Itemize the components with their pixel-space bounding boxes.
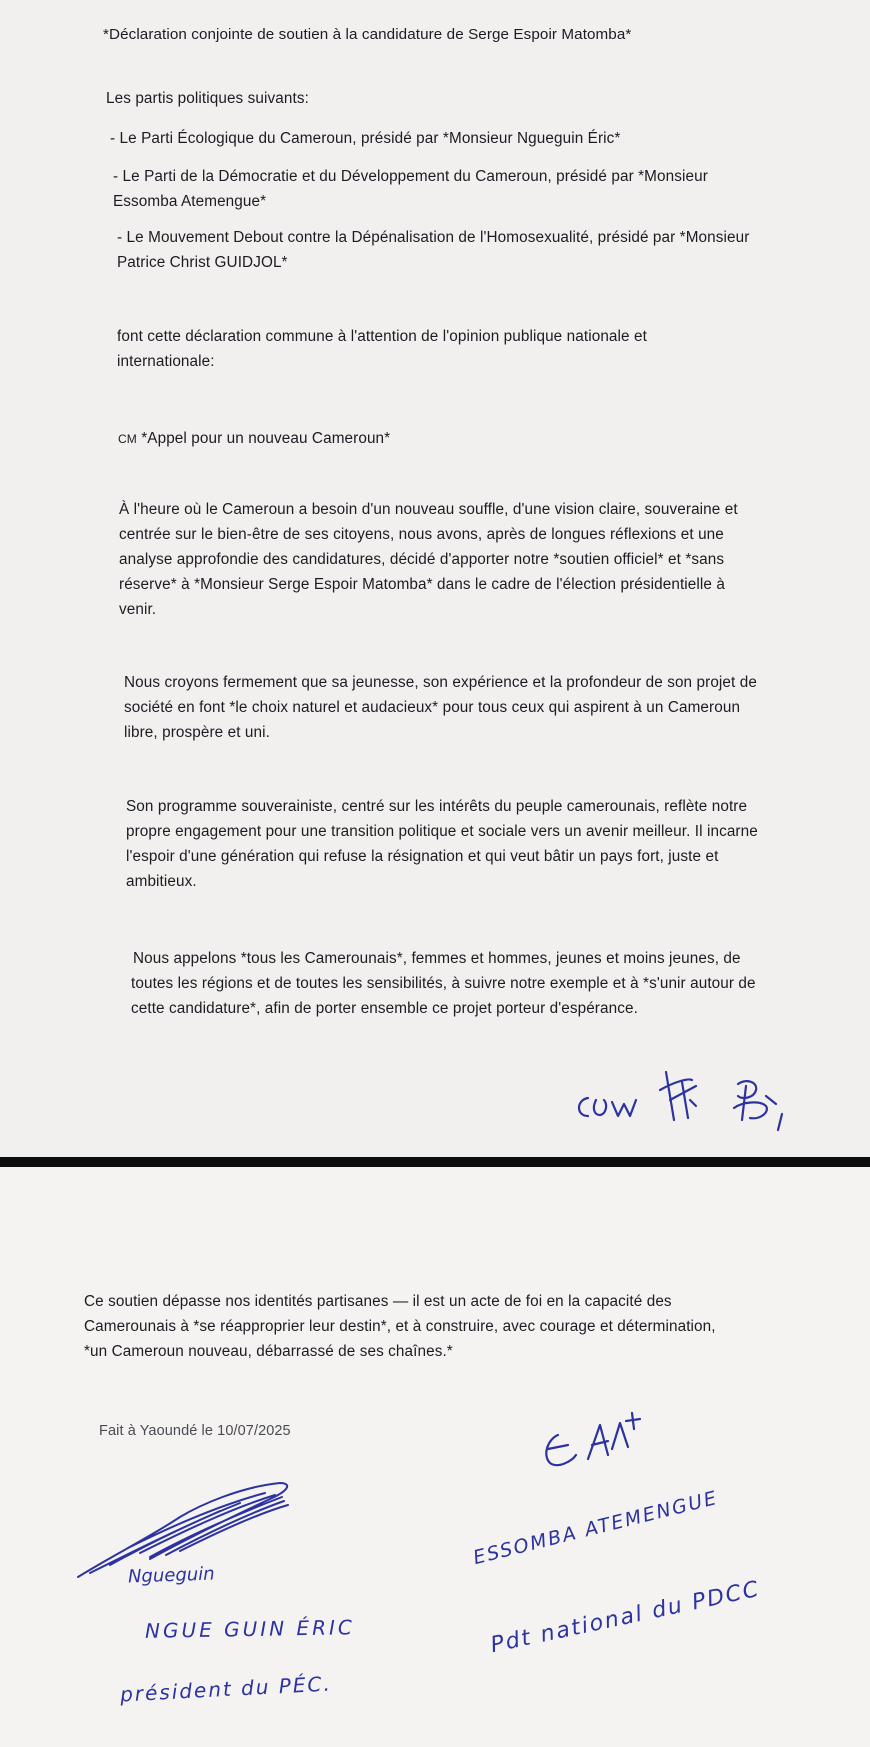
left-signature-line-2: président du PÉC. bbox=[119, 1671, 333, 1707]
paragraph-4-line: toutes les régions et de toutes les sensibilités, à suivre notre exemple et à *s'unir autour de bbox=[131, 975, 756, 992]
place-date: Fait à Yaoundé le 10/07/2025 bbox=[99, 1423, 291, 1439]
paragraph-2 bbox=[124, 670, 757, 745]
paragraph-4-line: cette candidature*, afin de porter ensemble ce projet porteur d'espérance. bbox=[131, 1000, 638, 1017]
party-2-line-2: Essomba Atemengue* bbox=[113, 193, 267, 210]
paragraph-2-line: société en font *le choix naturel et audacieux* pour tous ceux qui aspirent à un Cameroun bbox=[124, 699, 741, 716]
paragraph-4 bbox=[131, 946, 756, 1021]
declaration-line-1: font cette déclaration commune à l'attention de l'opinion publique nationale et bbox=[117, 328, 647, 345]
party-3-line-2: Patrice Christ GUIDJOL* bbox=[117, 254, 288, 271]
paragraph-1-line: centrée sur le bien-être de ses citoyens, nous avons, après de longues réflexions et une bbox=[119, 526, 724, 543]
paragraph-3-line: propre engagement pour une transition politique et sociale vers un avenir meilleur. Il incarne bbox=[126, 823, 758, 840]
document-title: *Déclaration conjointe de soutien à la candidature de Serge Espoir Matomba* bbox=[103, 26, 632, 43]
party-1: - Le Parti Écologique du Cameroun, présidé par *Monsieur Ngueguin Éric* bbox=[110, 130, 621, 147]
page-divider bbox=[0, 1157, 870, 1167]
appeal-prefix: CM bbox=[118, 432, 137, 446]
left-signature-name: Ngueguin bbox=[127, 1563, 215, 1588]
party-3-line-1: - Le Mouvement Debout contre la Dépénalisation de l'Homosexualité, présidé par *Monsieur bbox=[117, 229, 750, 246]
closing-paragraph bbox=[84, 1289, 716, 1364]
right-signature-scribble bbox=[528, 1405, 648, 1485]
appeal-heading bbox=[118, 426, 390, 452]
left-signature-line-1: NGUE GUIN ÉRIC bbox=[144, 1615, 356, 1643]
declaration-line-2: internationale: bbox=[117, 353, 215, 370]
right-signature-line-2: Pdt national du PDCC bbox=[488, 1576, 763, 1659]
right-signature-line-1: ESSOMBA ATEMENGUE bbox=[471, 1486, 721, 1570]
paragraph-3-line: l'espoir d'une génération qui refuse la résignation et qui veut bâtir un pays fort, juste et bbox=[126, 848, 719, 865]
closing-line: Ce soutien dépasse nos identités partisanes — il est un acte de foi en la capacité des bbox=[84, 1293, 672, 1310]
closing-line: *un Cameroun nouveau, débarrassé de ses chaînes.* bbox=[84, 1343, 453, 1360]
closing-line: Camerounais à *se réapproprier leur destin*, et à construire, avec courage et détermination, bbox=[84, 1318, 716, 1335]
paragraph-3-line: Son programme souverainiste, centré sur les intérêts du peuple camerounais, reflète notre bbox=[126, 798, 748, 815]
party-2-line-1: - Le Parti de la Démocratie et du Développement du Cameroun, présidé par *Monsieur bbox=[113, 168, 708, 185]
paragraph-4-line: Nous appelons *tous les Camerounais*, femmes et hommes, jeunes et moins jeunes, de bbox=[133, 950, 741, 967]
document-page-2 bbox=[0, 1167, 870, 1747]
intro-text: Les partis politiques suivants: bbox=[106, 90, 309, 107]
paragraph-1-line: À l'heure où le Cameroun a besoin d'un nouveau souffle, d'une vision claire, souveraine et bbox=[119, 501, 738, 518]
paragraph-1-line: réserve* à *Monsieur Serge Espoir Matomba* dans le cadre de l'élection présidentielle à bbox=[119, 576, 725, 593]
appeal-title: *Appel pour un nouveau Cameroun* bbox=[141, 430, 391, 447]
paragraph-1-line: venir. bbox=[119, 601, 157, 618]
paragraph-3 bbox=[126, 794, 758, 894]
initials-signatures bbox=[570, 1060, 800, 1140]
paragraph-2-line: libre, prospère et uni. bbox=[124, 724, 270, 741]
paragraph-3-line: ambitieux. bbox=[126, 873, 197, 890]
paragraph-1 bbox=[119, 497, 738, 622]
paragraph-2-line: Nous croyons fermement que sa jeunesse, son expérience et la profondeur de son projet de bbox=[124, 674, 757, 691]
paragraph-1-line: analyse approfondie des candidatures, décidé d'apporter notre *soutien officiel* et *sans bbox=[119, 551, 725, 568]
